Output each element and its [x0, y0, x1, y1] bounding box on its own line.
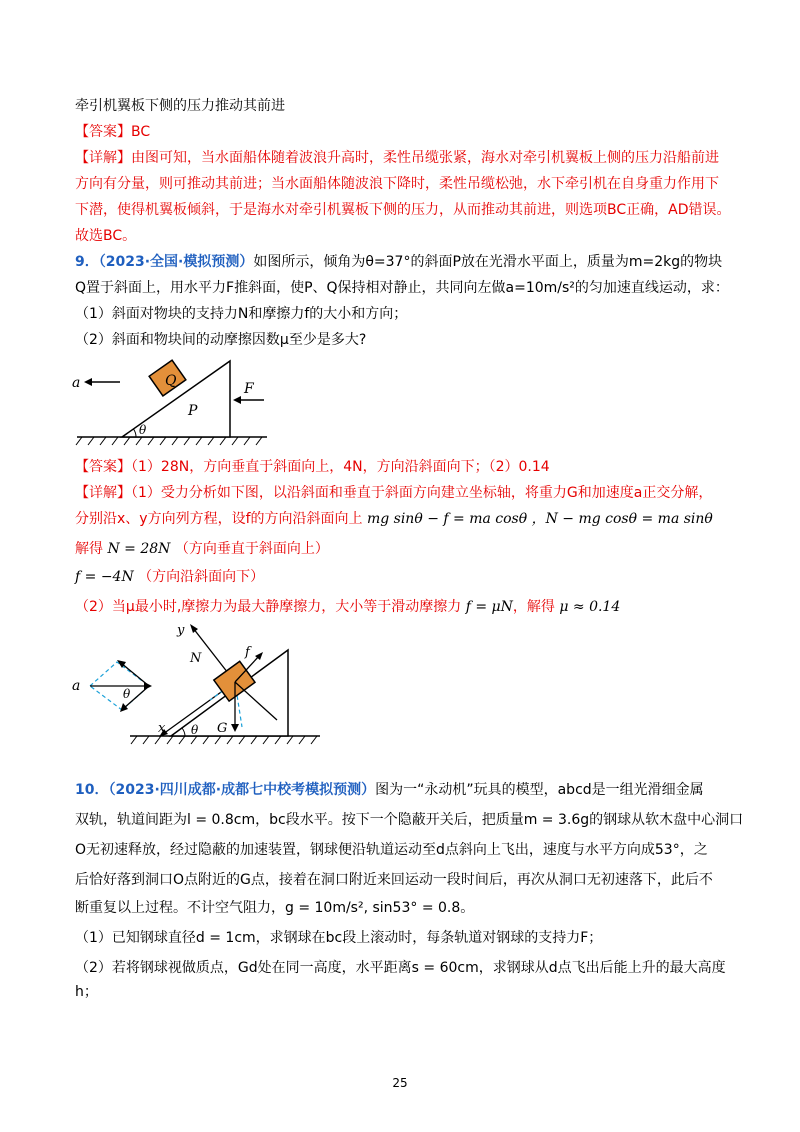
q9-part-2: （2）斜面和物块间的动摩擦因数μ至少是多大?	[75, 332, 367, 348]
q10-text-4: 后恰好落到洞口O点附近的G点，接着在洞口附近来回运动一段时间后，再次从洞口无初速落下，此后不	[75, 872, 713, 888]
q10-text-1: 图为一“永动机”玩具的模型，abcd是一组光滑细金属	[375, 782, 704, 798]
label-g: G	[217, 721, 228, 736]
answer-9: 【答案】（1）28N，方向垂直于斜面向上，4N，方向沿斜面向下；（2）0.14	[75, 459, 550, 475]
equation-4: f = μN	[465, 599, 513, 615]
q10-source: （2023·四川成都·成都七中校考模拟预测）	[108, 782, 376, 798]
q10-part-2: （2）若将钢球视做质点，Gd处在同一高度，水平距离s = 60cm，求钢球从d点飞出后能上升的最大高度	[75, 960, 726, 976]
label-x: x	[158, 721, 166, 736]
detail-9-5-text: （2）当μ最小时,摩擦力为最大静摩擦力，大小等于滑动摩擦力	[75, 599, 462, 615]
q9-source: （2023·全国·模拟预测）	[98, 254, 254, 270]
label-a-2: a	[72, 678, 81, 694]
equation-3: f = −4N	[75, 569, 134, 585]
q9-text-1: 如图所示，倾角为θ=37°的斜面P放在光滑水平面上，质量为m=2kg的物块	[253, 254, 723, 270]
detail-9-3	[75, 539, 329, 559]
answer-prev: 【答案】BC	[75, 124, 151, 140]
question-10-header	[75, 780, 704, 800]
continuation-line: 牵引机翼板下侧的压力推动其前进	[75, 98, 285, 114]
label-theta-2: θ	[123, 687, 131, 701]
q10-number: 10．	[75, 782, 109, 798]
label-q: Q	[165, 373, 177, 389]
incline-figure	[72, 355, 272, 450]
label-theta: θ	[139, 423, 147, 437]
detail-prev-4: 故选BC。	[75, 228, 137, 244]
q10-text-3: O无初速释放，经过隐蔽的加速装置，钢球便沿轨道运动至d点斜向上飞出，速度与水平方向成53°，之	[75, 842, 708, 858]
detail-9-4-note: （方向沿斜面向下）	[138, 569, 265, 585]
label-f: F	[244, 381, 254, 397]
equation-2: N = 28N	[107, 541, 171, 557]
detail-9-1: 【详解】（1）受力分析如下图，以沿斜面和垂直于斜面方向建立坐标轴，将重力G和加速度a正交分解，	[75, 485, 713, 501]
q10-part-2-cont: h；	[75, 984, 98, 1000]
detail-9-5	[75, 597, 620, 617]
detail-9-2	[75, 509, 713, 529]
q9-text-2: Q置于斜面上，用水平力F推斜面，使P、Q保持相对静止，共同向左做a=10m/s²的匀加速直线运动，求：	[75, 280, 729, 296]
detail-prev-3: 下潜，使得机翼板倾斜，于是海水对牵引机翼板下侧的压力，从而推动其前进，则选项BC正确，AD错误。	[75, 202, 731, 218]
label-theta-3: θ	[191, 723, 199, 737]
detail-9-5-mid: ，解得	[512, 599, 555, 615]
detail-prev-2: 方向有分量，则可推动其前进；当水面船体随波浪下降时，柔性吊缆松弛，水下牵引机在自身重力作用下	[75, 176, 719, 192]
detail-9-2-text: 分别沿x、y方向列方程，设f的方向沿斜面向上	[75, 511, 363, 527]
question-9-header	[75, 252, 722, 272]
q9-number: 9．	[75, 254, 99, 270]
detail-9-3-text: 解得	[75, 541, 103, 557]
equation-1: mg sinθ − f = ma cosθ ，N − mg cosθ = ma sinθ	[366, 511, 713, 527]
label-n: N	[190, 651, 202, 666]
detail-prev-1: 【详解】由图可知，当水面船体随着波浪升高时，柔性吊缆张紧，海水对牵引机翼板上侧的压力沿船前进	[75, 150, 719, 166]
q10-part-1: （1）已知钢球直径d = 1cm，求钢球在bc段上滚动时，每条轨道对钢球的支持力F；	[75, 930, 603, 946]
label-a: a	[72, 375, 81, 391]
equation-5: μ ≈ 0.14	[559, 599, 621, 615]
page-number: 25	[392, 1076, 408, 1090]
force-analysis-figure	[125, 620, 325, 750]
label-p: P	[188, 403, 198, 419]
detail-9-4	[75, 567, 264, 587]
label-f-friction: f	[245, 645, 250, 660]
q9-part-1: （1）斜面对物块的支持力N和摩擦力f的大小和方向；	[75, 306, 408, 322]
q10-text-2: 双轨，轨道间距为l = 0.8cm，bc段水平。按下一个隐蔽开关后，把质量m = 3.6g的钢球从软木盘中心洞口	[75, 812, 744, 828]
label-y: y	[177, 623, 185, 638]
q10-text-5: 断重复以上过程。不计空气阻力，g = 10m/s², sin53° = 0.8。	[75, 900, 475, 916]
detail-9-3-note: （方向垂直于斜面向上）	[174, 541, 329, 557]
